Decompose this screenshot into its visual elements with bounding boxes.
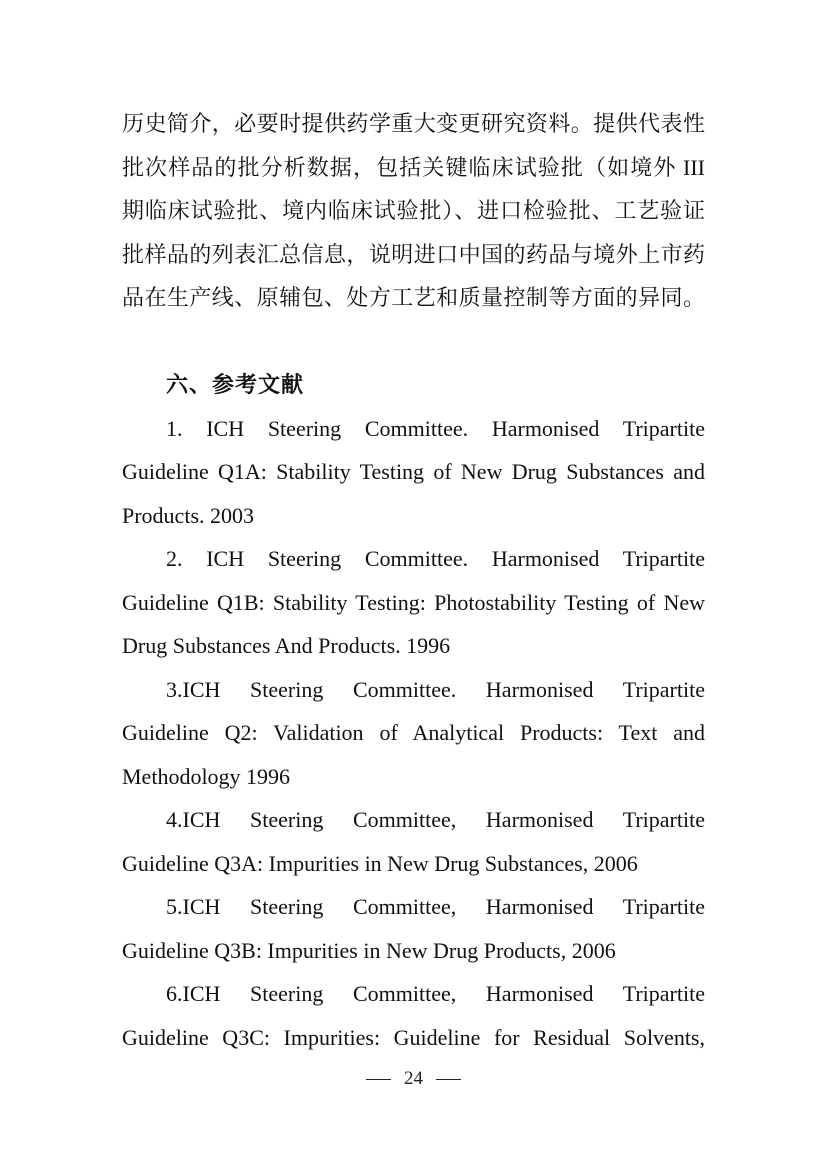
text-line: Guideline Q2: Validation of Analytical Products: Text and (122, 720, 705, 745)
text-line: 5.ICH Steering Committee, Harmonised Tripartite (166, 894, 705, 919)
text-line: 3.ICH Steering Committee. Harmonised Tripartite (166, 676, 705, 702)
text-line: 2. ICH Steering Committee. Harmonised Tripartite (166, 546, 705, 571)
text-line: Products. 2003 (122, 502, 254, 528)
text-line: 品在生产线、原辅包、处方工艺和质量控制等方面的异同。 (122, 285, 705, 310)
text-line: Guideline Q3A: Impurities in New Drug Substances, 2006 (122, 850, 638, 876)
text-line: 批次样品的批分析数据，包括关键临床试验批（如境外 III (122, 154, 705, 180)
text-line: 批样品的列表汇总信息，说明进口中国的药品与境外上市药 (122, 241, 705, 267)
text-line: 4.ICH Steering Committee, Harmonised Tripartite (166, 807, 705, 832)
document-body (122, 102, 705, 1059)
text-line: 1. ICH Steering Committee. Harmonised Tripartite (166, 415, 705, 441)
footer-dash-right: — (435, 1068, 461, 1089)
text-line: 历史简介，必要时提供药学重大变更研究资料。提供代表性 (122, 111, 705, 136)
footer-dash-left: — (366, 1068, 392, 1089)
blank-line (122, 320, 705, 364)
page-number: 24 (404, 1068, 423, 1089)
page-footer (0, 1066, 827, 1092)
text-line: Guideline Q3B: Impurities in New Drug Products, 2006 (122, 937, 616, 963)
text-line: 6.ICH Steering Committee, Harmonised Tripartite (166, 981, 705, 1006)
text-line: Drug Substances And Products. 1996 (122, 633, 451, 658)
text-line: Guideline Q1A: Stability Testing of New Drug Substances and (122, 459, 705, 484)
text-line: Guideline Q3C: Impurities: Guideline for Residual Solvents, (122, 1024, 705, 1050)
section-heading: 六、参考文献 (166, 372, 305, 397)
text-line: Guideline Q1B: Stability Testing: Photostability Testing of New (122, 589, 705, 615)
text-line: 期临床试验批、境内临床试验批）、进口检验批、工艺验证 (122, 198, 705, 223)
text-line: Methodology 1996 (122, 763, 291, 789)
